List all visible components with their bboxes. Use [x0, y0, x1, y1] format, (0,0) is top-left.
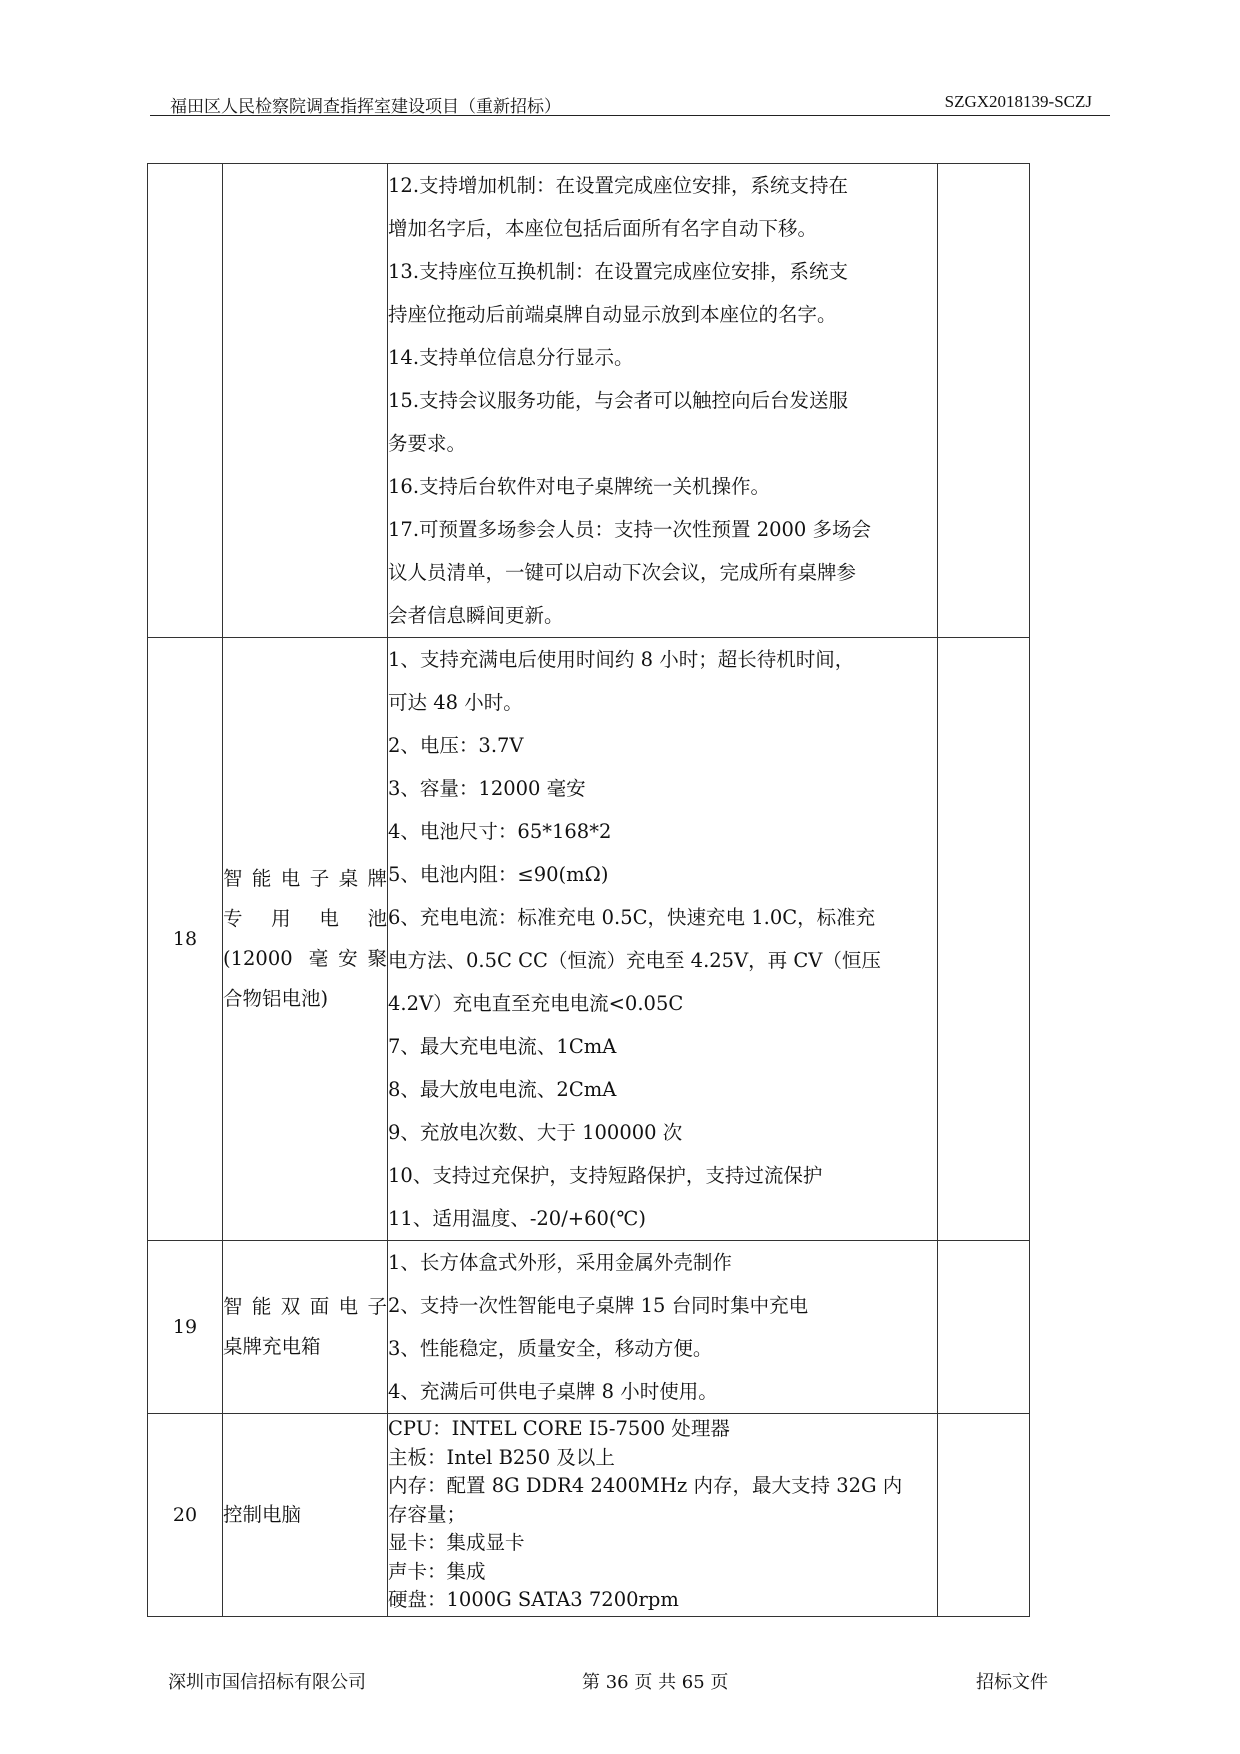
desc-line: 3、性能稳定，质量安全，移动方便。 — [388, 1337, 713, 1360]
desc-line: 电方法、0.5C CC（恒流）充电至 4.25V，再 CV（恒压 — [388, 949, 881, 972]
item-description — [388, 1414, 938, 1617]
desc-line: 硬盘：1000G SATA3 7200rpm — [388, 1588, 679, 1612]
desc-line: CPU：INTEL CORE I5-7500 处理器 — [388, 1417, 730, 1441]
desc-line: 8、最大放电电流、2CmA — [388, 1078, 617, 1101]
desc-line: 1、支持充满电后使用时间约 8 小时；超长待机时间， — [388, 648, 855, 671]
desc-line: 4、充满后可供电子桌牌 8 小时使用。 — [388, 1380, 718, 1403]
desc-line: 内存：配置 8G DDR4 2400MHz 内存，最大支持 32G 内 — [388, 1474, 903, 1498]
item-description — [388, 638, 938, 1241]
desc-line: 2、电压：3.7V — [388, 734, 524, 757]
item-name-line: 控制电脑 — [223, 1503, 302, 1526]
desc-line: 17.可预置多场参会人员：支持一次性预置 2000 多场会 — [388, 518, 872, 541]
item-name-line: (12000 毫安聚 — [223, 947, 387, 970]
desc-line: 3、容量：12000 毫安 — [388, 777, 586, 800]
item-name-line: 合物铝电池) — [223, 987, 329, 1010]
item-number: 20 — [148, 1414, 223, 1617]
desc-line: 务要求。 — [388, 432, 467, 455]
desc-line: 主板：Intel B250 及以上 — [388, 1445, 615, 1469]
desc-line: 声卡：集成 — [388, 1559, 486, 1583]
desc-line: 13.支持座位互换机制：在设置完成座位安排，系统支 — [388, 260, 849, 283]
spec-table — [147, 163, 1030, 1617]
desc-line: 6、充电电流：标准充电 0.5C，快速充电 1.0C，标准充 — [388, 906, 876, 929]
remarks-cell — [938, 164, 1030, 638]
remarks-cell — [938, 638, 1030, 1241]
desc-line: 议人员清单，一键可以启动下次会议，完成所有桌牌参 — [388, 561, 857, 584]
desc-line: 增加名字后，本座位包括后面所有名字自动下移。 — [388, 217, 818, 240]
desc-line: 16.支持后台软件对电子桌牌统一关机操作。 — [388, 475, 771, 498]
desc-line: 显卡：集成显卡 — [388, 1531, 525, 1555]
remarks-cell — [938, 1241, 1030, 1414]
item-description — [388, 164, 938, 638]
item-description — [388, 1241, 938, 1414]
item-name-line: 智能电子桌牌 — [223, 867, 387, 890]
desc-line: 持座位拖动后前端桌牌自动显示放到本座位的名字。 — [388, 303, 837, 326]
desc-line: 会者信息瞬间更新。 — [388, 604, 564, 627]
desc-line: 存容量； — [388, 1502, 467, 1526]
item-name — [223, 1414, 388, 1617]
item-name-line: 专 用 电 池 — [223, 907, 387, 930]
desc-line: 12.支持增加机制：在设置完成座位安排，系统支持在 — [388, 174, 849, 197]
table-row — [148, 1414, 1030, 1617]
footer-doc-type: 招标文件 — [976, 1672, 1048, 1693]
item-name-line: 桌牌充电箱 — [223, 1335, 321, 1358]
project-code: SZGX2018139-SCZJ — [944, 92, 1092, 111]
table-row — [148, 164, 1030, 638]
desc-line: 可达 48 小时。 — [388, 691, 523, 714]
item-name-line: 智能双面电子 — [223, 1295, 387, 1318]
remarks-cell — [938, 1414, 1030, 1617]
page-header — [150, 92, 1110, 116]
desc-line: 5、电池内阻：≤90(mΩ) — [388, 863, 609, 886]
item-name — [223, 164, 388, 638]
desc-line: 1、长方体盒式外形，采用金属外壳制作 — [388, 1251, 732, 1274]
desc-line: 2、支持一次性智能电子桌牌 15 台同时集中充电 — [388, 1294, 809, 1317]
item-number — [148, 164, 223, 638]
desc-line: 4.2V）充电直至充电电流<0.05C — [388, 992, 684, 1015]
desc-line: 4、电池尺寸：65*168*2 — [388, 820, 612, 843]
header-divider — [150, 115, 1110, 116]
desc-line: 15.支持会议服务功能，与会者可以触控向后台发送服 — [388, 389, 849, 412]
page-footer — [168, 1668, 1048, 1694]
desc-line: 9、充放电次数、大于 100000 次 — [388, 1121, 683, 1144]
desc-line: 11、适用温度、-20/+60(℃) — [388, 1207, 646, 1230]
table-row — [148, 638, 1030, 1241]
item-number: 19 — [148, 1241, 223, 1414]
item-number: 18 — [148, 638, 223, 1241]
item-name — [223, 638, 388, 1241]
footer-page-number: 第 36 页 共 65 页 — [582, 1672, 729, 1693]
desc-line: 14.支持单位信息分行显示。 — [388, 346, 634, 369]
item-name — [223, 1241, 388, 1414]
desc-line: 10、支持过充保护，支持短路保护，支持过流保护 — [388, 1164, 823, 1187]
desc-line: 7、最大充电电流、1CmA — [388, 1035, 617, 1058]
table-row — [148, 1241, 1030, 1414]
footer-company: 深圳市国信招标有限公司 — [168, 1672, 366, 1693]
project-title: 福田区人民检察院调查指挥室建设项目（重新招标） — [170, 97, 561, 117]
